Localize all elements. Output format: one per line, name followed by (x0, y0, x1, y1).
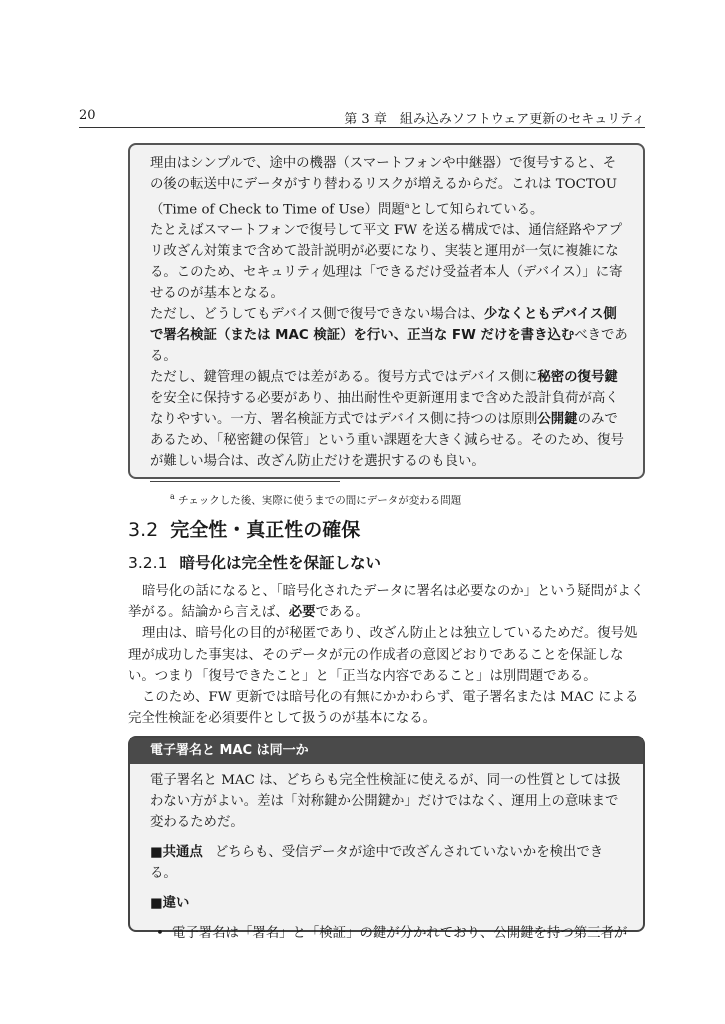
difference-heading (150, 893, 629, 914)
note-text: として知られている。 (409, 202, 544, 218)
note-text: を安全に保持する必要があり、抽出耐性や更新運用まで含めた設計負荷が高くなりやすい。一方、署名検証方式ではデバイス側に持つのは原則 (150, 391, 619, 428)
list-item (150, 923, 629, 944)
note-paragraph: たとえばスマートフォンで復号して平文 FW を送る構成では、通信経路やアプリ改ざん対策まで含めて設計説明が必要になり、実装と運用が一気に複雑になる。このため、セキュリティ処理は「できるだけ受益者本人（デバイス）」に寄せるのが基本となる。 (150, 223, 623, 302)
difference-label: ■違い (150, 896, 190, 911)
note-paragraph (150, 304, 629, 367)
note-text: のみであるため、「秘密鍵の保管」という重い課題を大きく減らせる。そのため、復号が難しい場合は、改ざん防止だけを選択するのも良い。 (150, 412, 624, 470)
section-number: 3.2 (128, 519, 159, 541)
box-title: 電子署名と MAC は同一か (130, 738, 643, 764)
common-label: ■共通点 (150, 845, 203, 860)
toctou-note-box (128, 143, 645, 507)
note-paragraph (150, 367, 629, 472)
emphasis-text: 秘密の復号鍵 (537, 370, 618, 386)
footnote-rule (150, 481, 340, 482)
body-paragraph: 理由は、暗号化の目的が秘匿であり、改ざん防止とは独立しているためだ。復号処理が成功した事実は、そのデータが元の作成者の意図どおりであることを保証しない。つまり「復号できたこと」と「正当な内容であること」は別問題である。 (128, 626, 638, 684)
page-number: 20 (79, 108, 96, 123)
note-paragraph (150, 153, 629, 220)
body-text-span: 暗号化の話になると、「暗号化されたデータに署名は必要なのか」という疑問がよく挙がる。結論から言えば、 (128, 584, 645, 621)
common-text: どちらも、受信データが途中で改ざんされていないかを検出できる。 (150, 845, 604, 881)
page-header (79, 108, 645, 128)
note-text: ただし、どうしてもデバイス側で復号できない場合は、 (150, 307, 484, 323)
note-text: 理由はシンプルで、途中の機器（スマートフォンや中継器）で復号すると、その後の転送中にデータがすり替わるリスクが増えるからだ。これは TOCTOU（Time of Check to Time of Use）問題 (150, 156, 618, 218)
section-title: 完全性・真正性の確保 (170, 519, 361, 541)
signature-vs-mac-box (128, 736, 645, 941)
common-point (150, 842, 629, 884)
body-paragraph: このため、FW 更新では暗号化の有無にかかわらず、電子署名または MAC による完全性検証を必須要件として扱うのが基本になる。 (128, 690, 639, 727)
section-heading (128, 515, 360, 542)
header-rule (79, 127, 645, 128)
footnote-mark: a (170, 492, 175, 502)
bullet-icon: • (156, 926, 164, 941)
list-item-text: 電子署名は「署名」と「検証」の鍵が分かれており、公開鍵を持つ第三者が (172, 926, 628, 941)
emphasis-text: 必要 (288, 605, 316, 621)
subsection-title: 暗号化は完全性を保証しない (179, 554, 381, 572)
emphasis-text: 少なくともデバイス側で署名検証（または MAC 検証）を行い、正当な FW だけを書き込む (150, 307, 617, 344)
subsection-heading (128, 551, 381, 573)
footnote-text: チェックした後、実際に使うまでの間にデータが変わる問題 (178, 494, 462, 507)
box-intro: 電子署名と MAC は、どちらも完全性検証に使えるが、同一の性質としては扱わない方がよい。差は「対称鍵か公開鍵か」だけではなく、運用上の意味まで変わるためだ。 (150, 773, 621, 830)
body-text-span: である。 (315, 605, 370, 621)
footnote-marker[interactable]: a (404, 201, 410, 210)
note-text: べきである。 (150, 328, 628, 365)
subsection-number: 3.2.1 (128, 554, 168, 572)
chapter-title: 第 3 章 組み込みソフトウェア更新のセキュリティ (344, 112, 645, 127)
body-text (128, 581, 646, 729)
body-paragraph (128, 581, 646, 623)
box-content (130, 764, 643, 944)
note-text: ただし、鍵管理の観点では差がある。復号方式ではデバイス側に (150, 370, 538, 386)
emphasis-text: 公開鍵 (537, 412, 578, 428)
footnote (150, 486, 629, 512)
